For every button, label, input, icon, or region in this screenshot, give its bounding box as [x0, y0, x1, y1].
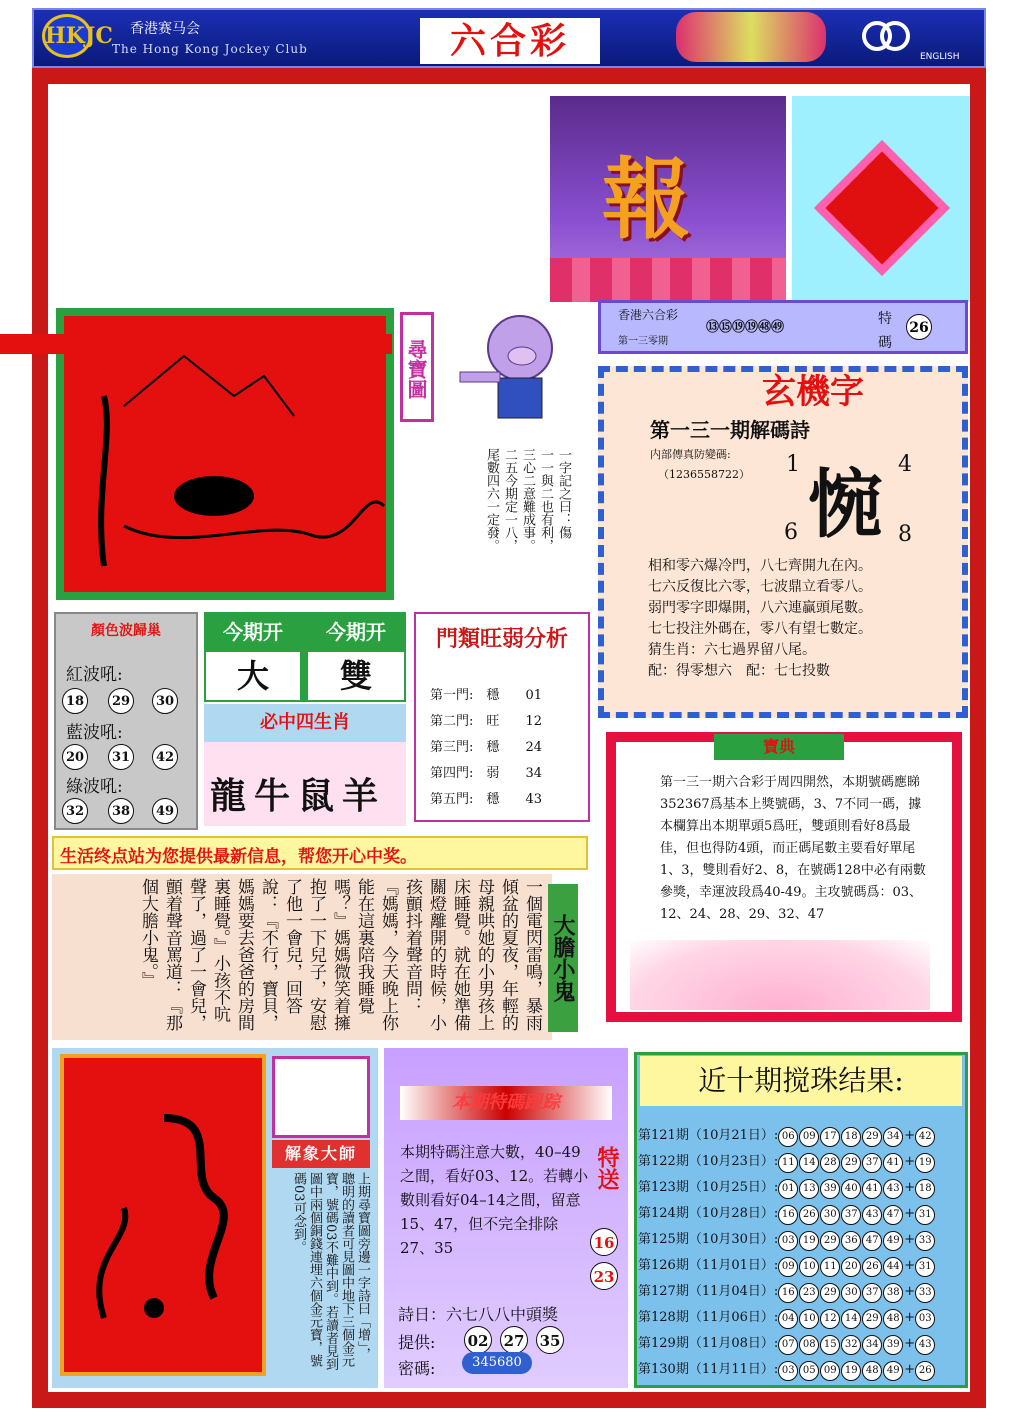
ball: 49 [152, 798, 178, 824]
green-wave-label: 綠波吼: [66, 777, 123, 797]
result-ball: 17 [820, 1127, 840, 1147]
result-ball: 14 [799, 1153, 819, 1173]
result-ball: 29 [862, 1309, 882, 1329]
result-ball: 16 [778, 1283, 798, 1303]
result-ball: 38 [883, 1283, 903, 1303]
result-ball: 14 [841, 1309, 861, 1329]
treasure-drawing-icon [64, 316, 386, 592]
recent-result-row: 第122期（10月23日）: 11 14 28 29 37 41 + 19 [638, 1150, 968, 1173]
special-poem: 詩日：六七八八中頭獎 [398, 1305, 559, 1324]
ball: 42 [152, 744, 178, 770]
password-value: 345680 [462, 1352, 532, 1374]
result-ball: 37 [862, 1153, 882, 1173]
result-ball: 19 [841, 1361, 861, 1381]
xuanji-digit: 4 [898, 452, 912, 477]
jockey-club-logo-icon[interactable]: HKJC [42, 14, 92, 58]
red-wave-label: 紅波吼: [66, 665, 123, 685]
xuanji-char: 惋 [808, 462, 882, 548]
life-bar-text: 生活终点站为您提供最新信息，帮您开心中奖。 [60, 847, 417, 867]
result-ball: 41 [862, 1179, 882, 1199]
special-ball: 33 [915, 1231, 935, 1251]
lottery-name: 香港六合彩 [618, 308, 679, 322]
this-period-header: 今期开 [223, 620, 283, 644]
xuanji-line: 相和零六爆冷門，八七齊開九在內。 [648, 558, 872, 574]
result-ball: 36 [841, 1231, 861, 1251]
special-ball: 33 [915, 1283, 935, 1303]
xuanji-title: 玄機字 [762, 372, 864, 412]
treasure-poem [462, 448, 572, 588]
result-ball: 29 [862, 1127, 882, 1147]
lotus-strip [550, 258, 786, 302]
result-ball: 43 [883, 1179, 903, 1199]
rings-logo-icon [858, 20, 914, 52]
recent-result-row: 第127期（11月04日）: 16 23 29 30 37 38 + 33 [638, 1280, 968, 1303]
provide-label: 提供: [398, 1333, 436, 1352]
xuanji-line: 七七投注外碼在，零八有望七數定。 [648, 621, 872, 637]
reading-hand-icon [272, 1056, 370, 1138]
result-ball: 47 [862, 1231, 882, 1251]
recent-result-row: 第121期（10月21日）: 06 09 17 18 29 34 + 42 [638, 1124, 968, 1147]
ball: 31 [108, 744, 134, 770]
red-bar [0, 334, 392, 354]
result-ball: 01 [778, 1179, 798, 1199]
this-period-header: 今期开 [326, 620, 386, 644]
story-text: 一個電閃雷鳴，暴雨傾盆的夏夜，年輕的母親哄她的小男孩上床睡覺。就在她準備關燈離開的時候，小孩顫抖着聲音問：『媽媽，今天晚上你能在這裏陪我睡覺嗎？』媽媽微笑着擁抱了一下兒子，安慰了他一會兒，回答說：『不行，寶貝，媽媽要去爸爸的房間裏睡覺。』小孩不吭聲了，過了一會兒，顫着聲音罵道：『那個大膽小鬼。』 [138, 878, 542, 1031]
special-ma-label: 碼 [878, 335, 892, 351]
xuanji-lines [648, 556, 948, 682]
treasure-label: 尋寶圖 [400, 312, 434, 422]
result-ball: 48 [883, 1309, 903, 1329]
result-ball: 19 [799, 1231, 819, 1251]
result-ball: 29 [820, 1231, 840, 1251]
snake-icon [64, 1058, 262, 1372]
poem-line: 一一與二也有利， [538, 448, 553, 552]
result-ball: 49 [883, 1231, 903, 1251]
result-ball: 11 [778, 1153, 798, 1173]
result-ball: 30 [841, 1283, 861, 1303]
door-row: 第二門: 旺 12 [430, 714, 542, 729]
org-name-cn: 香港赛马会 [130, 21, 200, 37]
special-track-text: 本期特碼注意大數，40–49之間，看好03、12。若轉小數則看好04–14之間，留意15、47，但不完全排除27、35 [400, 1143, 589, 1257]
result-ball: 40 [841, 1179, 861, 1199]
result-ball: 06 [778, 1127, 798, 1147]
result-ball: 03 [778, 1361, 798, 1381]
lotus-icon [630, 940, 930, 1010]
provide-ball: 35 [536, 1326, 564, 1354]
result-ball: 10 [799, 1309, 819, 1329]
xuanji-digit: 1 [786, 452, 800, 477]
result-ball: 09 [778, 1257, 798, 1277]
poem-line: 一字記之曰：傷 [556, 448, 571, 539]
horses-icon [676, 12, 826, 62]
xuanji-line: 配：得零想六 配：七七投數 [648, 663, 830, 679]
special-ball: 42 [915, 1127, 935, 1147]
special-ball: 19 [915, 1153, 935, 1173]
result-ball: 26 [799, 1205, 819, 1225]
result-ball: 26 [862, 1257, 882, 1277]
result-ball: 34 [862, 1335, 882, 1355]
recent-result-row: 第124期（10月28日）: 16 26 30 37 43 47 + 31 [638, 1202, 968, 1225]
result-ball: 23 [799, 1283, 819, 1303]
result-ball: 39 [883, 1335, 903, 1355]
recent-result-row: 第129期（11月08日）: 07 08 15 32 34 39 + 43 [638, 1332, 968, 1355]
poem-line: 三心二意難成事。 [520, 448, 535, 552]
ball: 18 [62, 688, 88, 714]
result-ball: 12 [820, 1309, 840, 1329]
special-ball: 31 [915, 1205, 935, 1225]
ball: 38 [108, 798, 134, 824]
door-row: 第四門: 弱 34 [430, 766, 542, 781]
result-ball: 39 [820, 1179, 840, 1199]
door-row: 第三門: 穩 24 [430, 740, 542, 755]
special-number: 26 [906, 314, 932, 340]
recent-result-row: 第126期（11月01日）: 09 10 11 20 26 44 + 31 [638, 1254, 968, 1277]
xuanji-poem-title: 第一三一期解碼詩 [650, 418, 810, 442]
send-ball: 23 [590, 1262, 618, 1290]
door-row: 第五門: 穩 43 [430, 792, 542, 807]
xuanji-digit: 8 [898, 522, 912, 547]
ball: 29 [108, 688, 134, 714]
xuanji-internal: 内部傳真防變碼: [650, 448, 731, 461]
password-label: 密碼: [398, 1359, 436, 1378]
result-ball: 37 [862, 1283, 882, 1303]
dream-text: 上期尋寶圖旁邊一字詩曰「增」，聰明的讀者可見圖中地下三個金元寶，號碼03不難中到。若讀者見到圖中兩個銅錢連埋六個金元寶，號碼03可念到。 [291, 1172, 370, 1371]
result-ball: 18 [841, 1127, 861, 1147]
special-ball: 26 [915, 1361, 935, 1381]
poem-line: 尾數四六一定發。 [484, 448, 499, 552]
result-ball: 05 [799, 1361, 819, 1381]
ball: 20 [62, 744, 88, 770]
result-ball: 37 [841, 1205, 861, 1225]
result-ball: 47 [883, 1205, 903, 1225]
story-title: 大膽小鬼 [548, 884, 578, 1032]
recent-result-row: 第130期（11月11日）: 03 05 09 19 48 49 + 26 [638, 1358, 968, 1381]
result-ball: 29 [820, 1283, 840, 1303]
color-wave-title: 顏色波歸巢 [91, 623, 161, 639]
result-ball: 15 [820, 1335, 840, 1355]
poem-line: 二五今期定一八， [502, 448, 517, 552]
big-small-value: 大 [206, 652, 300, 700]
baodian-title: 寶典 [714, 734, 844, 760]
page-title: 六合彩 [420, 18, 600, 64]
provide-ball: 27 [500, 1326, 528, 1354]
result-ball: 03 [778, 1231, 798, 1251]
result-ball: 13 [799, 1179, 819, 1199]
special-send-label: 特送 [594, 1146, 620, 1190]
dream-title: 解象大師 [272, 1140, 370, 1168]
special-ball: 43 [915, 1335, 935, 1355]
door-row: 第一門: 穩 01 [430, 688, 542, 703]
result-ball: 30 [820, 1205, 840, 1225]
snake-drawing-icon [60, 1054, 266, 1376]
blank-area [48, 84, 550, 306]
door-analysis-title: 門類旺弱分析 [435, 626, 568, 652]
blue-wave-label: 藍波吼: [66, 723, 123, 743]
xuanji-line: 弱門零字即爆開，八六連贏頭尾數。 [648, 600, 872, 616]
send-ball: 16 [590, 1228, 618, 1256]
result-ball: 41 [883, 1153, 903, 1173]
result-ball: 49 [883, 1361, 903, 1381]
ball: 30 [152, 688, 178, 714]
xuanji-digit: 6 [784, 520, 798, 545]
special-ball: 03 [915, 1309, 935, 1329]
result-ball: 29 [841, 1153, 861, 1173]
provide-ball: 02 [464, 1326, 492, 1354]
recent-result-row: 第125期（10月30日）: 03 19 29 36 47 49 + 33 [638, 1228, 968, 1251]
result-ball: 34 [883, 1127, 903, 1147]
result-ball: 07 [778, 1335, 798, 1355]
result-ball: 48 [862, 1361, 882, 1381]
english-link[interactable]: ENGLISH [920, 52, 960, 62]
result-ball: 10 [799, 1257, 819, 1277]
result-ball: 32 [841, 1335, 861, 1355]
special-ball: 31 [915, 1257, 935, 1277]
result-ball: 11 [820, 1257, 840, 1277]
result-period: 第一三零期 [618, 336, 668, 347]
special-te-label: 特 [878, 311, 892, 327]
result-numbers: ⑬⑮⑲⑲㊽㊾ [706, 320, 785, 335]
result-ball: 08 [799, 1335, 819, 1355]
result-ball: 16 [778, 1205, 798, 1225]
result-ball: 20 [841, 1257, 861, 1277]
recent-result-row: 第128期（11月06日）: 04 10 12 14 29 48 + 03 [638, 1306, 968, 1329]
zodiac-title: 必中四生肖 [204, 704, 406, 742]
special-track-title: 本期特碼跟踪 [400, 1086, 612, 1120]
recent-results-title: 近十期搅珠结果: [640, 1056, 962, 1106]
xuanji-phone: （1236558722） [658, 468, 750, 481]
result-ball: 04 [778, 1309, 798, 1329]
special-ball: 18 [915, 1179, 935, 1199]
ball: 32 [62, 798, 88, 824]
xuanji-line: 七六反復比六零，七波鼎立看零八。 [648, 579, 872, 595]
result-ball: 09 [799, 1127, 819, 1147]
result-ball: 44 [883, 1257, 903, 1277]
recent-result-row: 第123期（10月25日）: 01 13 39 40 41 43 + 18 [638, 1176, 968, 1199]
banner-char: 報 [602, 147, 691, 251]
result-ball: 43 [862, 1205, 882, 1225]
org-name-en: The Hong Kong Jockey Club [112, 42, 308, 56]
odd-even-value: 雙 [308, 652, 404, 700]
xuanji-line: 猜生肖：六七過界留八尾。 [648, 642, 816, 658]
result-ball: 28 [820, 1153, 840, 1173]
pig-mascot-icon [440, 310, 590, 430]
baodian-text: 第一三一期六合彩于周四開然，本期號碼應睇352367爲基本上獎號碼，3、7不同一碼，據本欄算出本期單頭5爲旺，雙頭則看好8爲最佳，但也得防4頭，而正碼尾數主要看好單尾1、3，雙則看好2、8，在號碼128中必有兩數參獎，幸運波段爲40-49。主攻號碼爲：03、12、24、28、29、32、47 [660, 775, 926, 922]
zodiac-values: 龍牛鼠羊 [210, 775, 387, 817]
result-ball: 09 [820, 1361, 840, 1381]
